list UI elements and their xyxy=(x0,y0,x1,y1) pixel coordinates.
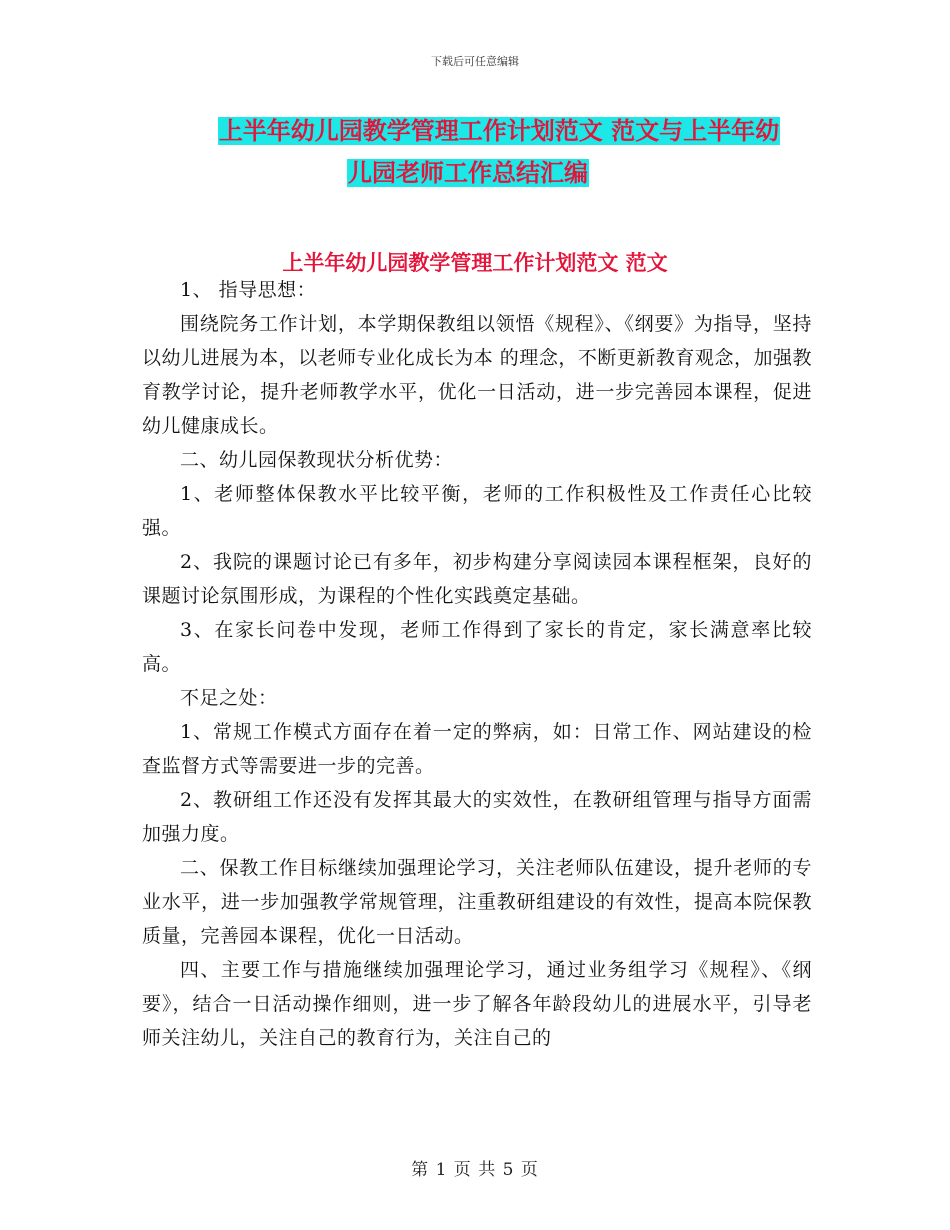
document-title-line-2 xyxy=(0,155,943,191)
title-highlight: 儿园老师工作总结汇编 xyxy=(348,159,588,187)
paragraph: 四、主要工作与措施继续加强理论学习，通过业务组学习《规程》、《纲要》，结合一日活动操作细则，进一步了解各年龄段幼儿的进展水平，引导老师关注幼儿，关注自己的教育行为，关注自己的 xyxy=(142,959,812,1049)
paragraph: 1、 指导思想： xyxy=(180,279,317,301)
paragraph: 3、在家长问卷中发现，老师工作得到了家长的肯定，家长满意率比较高。 xyxy=(142,619,812,675)
paragraph: 不足之处： xyxy=(180,687,278,709)
header-note: 下载后可任意编辑 xyxy=(431,55,519,68)
paragraph: 2、我院的课题讨论已有多年，初步构建分享阅读园本课程框架，良好的课题讨论氛围形成，为课程的个性化实践奠定基础。 xyxy=(142,551,812,607)
document-body xyxy=(142,273,812,1055)
paragraph: 1、老师整体保教水平比较平衡，老师的工作积极性及工作责任心比较强。 xyxy=(142,483,812,539)
paragraph: 二、保教工作目标继续加强理论学习，关注老师队伍建设，提升老师的专业水平，进一步加强教学常规管理，注重教研组建设的有效性，提高本院保教质量，完善园本课程，优化一日活动。 xyxy=(142,857,812,947)
document-title-line-1 xyxy=(24,113,950,149)
paragraph: 二、幼儿园保教现状分析优势： xyxy=(180,449,454,471)
paragraph: 围绕院务工作计划，本学期保教组以领悟《规程》、《纲要》为指导，坚持 以幼儿进展为本，以老师专业化成长为本 的理念，不断更新教育观念，加强教育教学讨论，提升老师教学水平，优化一日活动，进一步完善园本课程，促进幼儿健康成长。 xyxy=(142,313,812,437)
paragraph: 2、教研组工作还没有发挥其最大的实效性，在教研组管理与指导方面需加强力度。 xyxy=(142,789,812,845)
section-title: 上半年幼儿园教学管理工作计划范文 范文 xyxy=(282,251,668,275)
page-number: 第 1 页 共 5 页 xyxy=(411,1160,539,1180)
title-highlight: 上半年幼儿园教学管理工作计划范文 范文与上半年幼 xyxy=(218,117,780,145)
paragraph: 1、常规工作模式方面存在着一定的弊病，如：日常工作、网站建设的检查监督方式等需要进一步的完善。 xyxy=(142,721,812,777)
